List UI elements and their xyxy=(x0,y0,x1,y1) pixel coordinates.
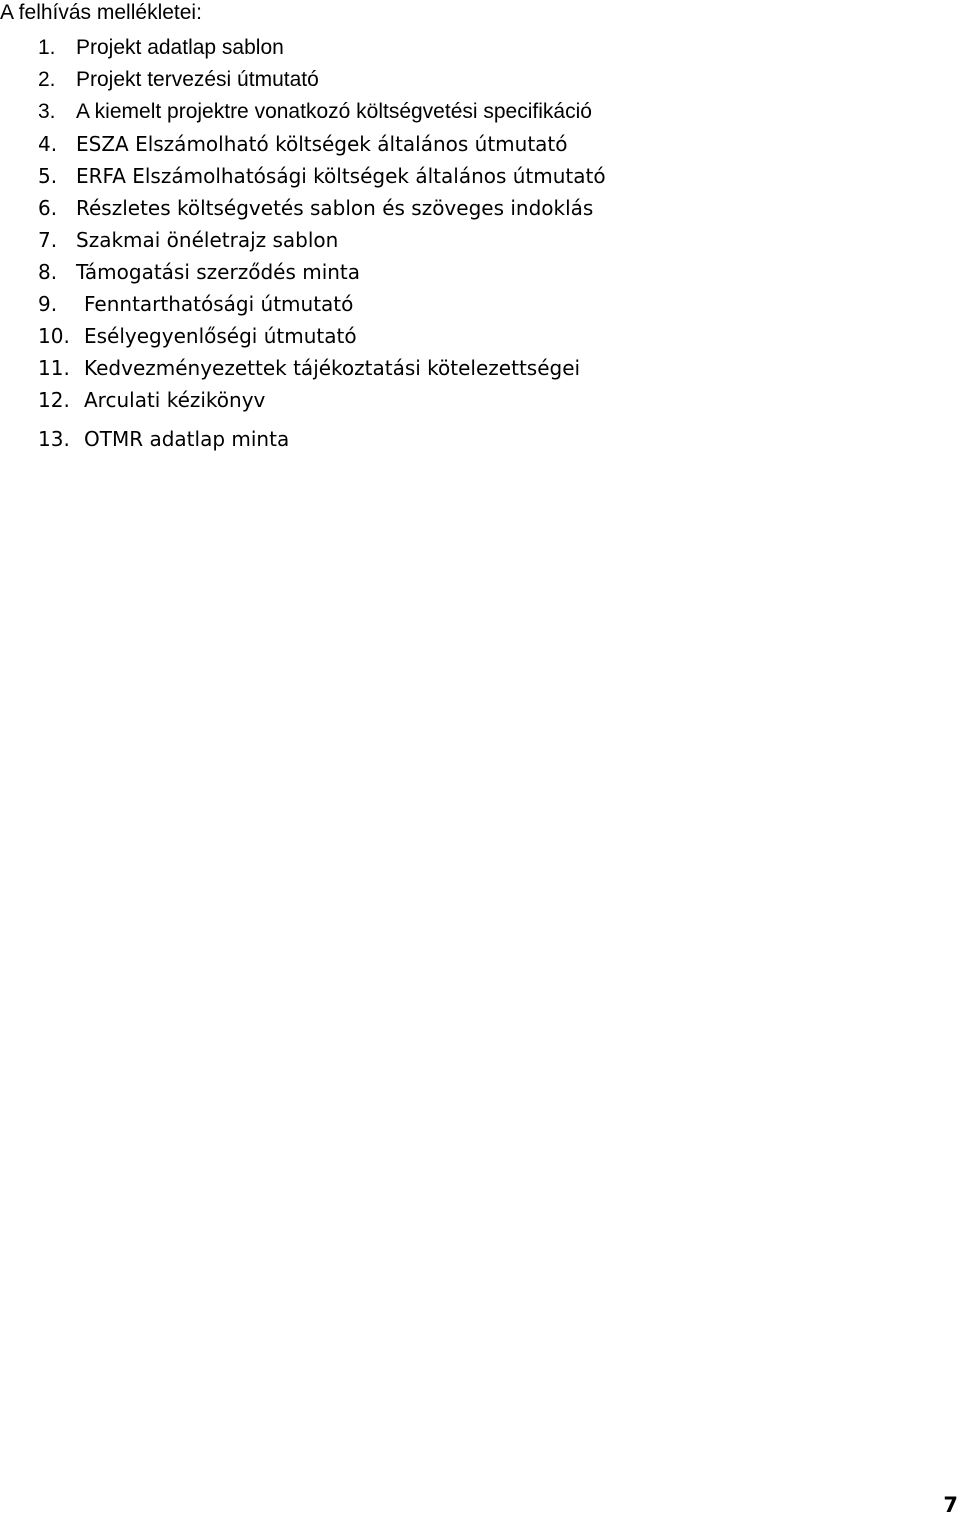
list-item-text: Támogatási szerződés minta xyxy=(76,260,361,284)
list-item-text: OTMR adatlap minta xyxy=(84,427,290,451)
list-item xyxy=(0,163,960,195)
list-item-number: 5. xyxy=(38,164,58,188)
list-item-text: Részletes költségvetés sablon és szöveges indoklás xyxy=(76,196,594,220)
list-item-text: Szakmai önéletrajz sablon xyxy=(76,228,339,252)
list-item-text: Projekt tervezési útmutató xyxy=(76,68,319,91)
list-item xyxy=(0,323,960,355)
list-item xyxy=(0,426,960,458)
list-item-number: 3. xyxy=(38,100,56,123)
list-item xyxy=(0,259,960,291)
list-item-text: ESZA Elszámolható költségek általános útmutató xyxy=(76,132,568,156)
list-item xyxy=(0,67,960,99)
list-item xyxy=(0,355,960,387)
attachments-heading: A felhívás mellékletei: xyxy=(0,1,202,24)
list-item-number: 2. xyxy=(38,68,56,91)
list-item-text: ERFA Elszámolhatósági költségek általános útmutató xyxy=(76,164,606,188)
list-item-text: Arculati kézikönyv xyxy=(84,388,266,412)
list-item xyxy=(0,35,960,67)
list-item-number: 13. xyxy=(38,427,70,451)
list-item-number: 12. xyxy=(38,388,70,412)
list-item xyxy=(0,227,960,259)
list-item xyxy=(0,99,960,131)
list-item-number: 6. xyxy=(38,196,58,220)
list-item-number: 9. xyxy=(38,292,58,316)
list-item xyxy=(0,195,960,227)
list-item-text: Projekt adatlap sablon xyxy=(76,36,284,59)
list-item-text: Kedvezményezettek tájékoztatási kötelezettségei xyxy=(84,356,581,380)
list-item xyxy=(0,131,960,163)
list-item-text: A kiemelt projektre vonatkozó költségvetési specifikáció xyxy=(76,100,592,123)
list-item xyxy=(0,291,960,323)
list-item xyxy=(0,387,960,419)
list-item-text: Esélyegyenlőségi útmutató xyxy=(84,324,357,348)
list-item-number: 11. xyxy=(38,356,70,380)
list-item-number: 10. xyxy=(38,324,70,348)
list-item-text: Fenntarthatósági útmutató xyxy=(84,292,354,316)
list-item-number: 8. xyxy=(38,260,58,284)
list-item-number: 7. xyxy=(38,228,58,252)
attachments-list xyxy=(0,35,960,458)
list-item-number: 4. xyxy=(38,132,58,156)
page-number: 7 xyxy=(943,1493,958,1517)
list-item-number: 1. xyxy=(38,36,56,59)
